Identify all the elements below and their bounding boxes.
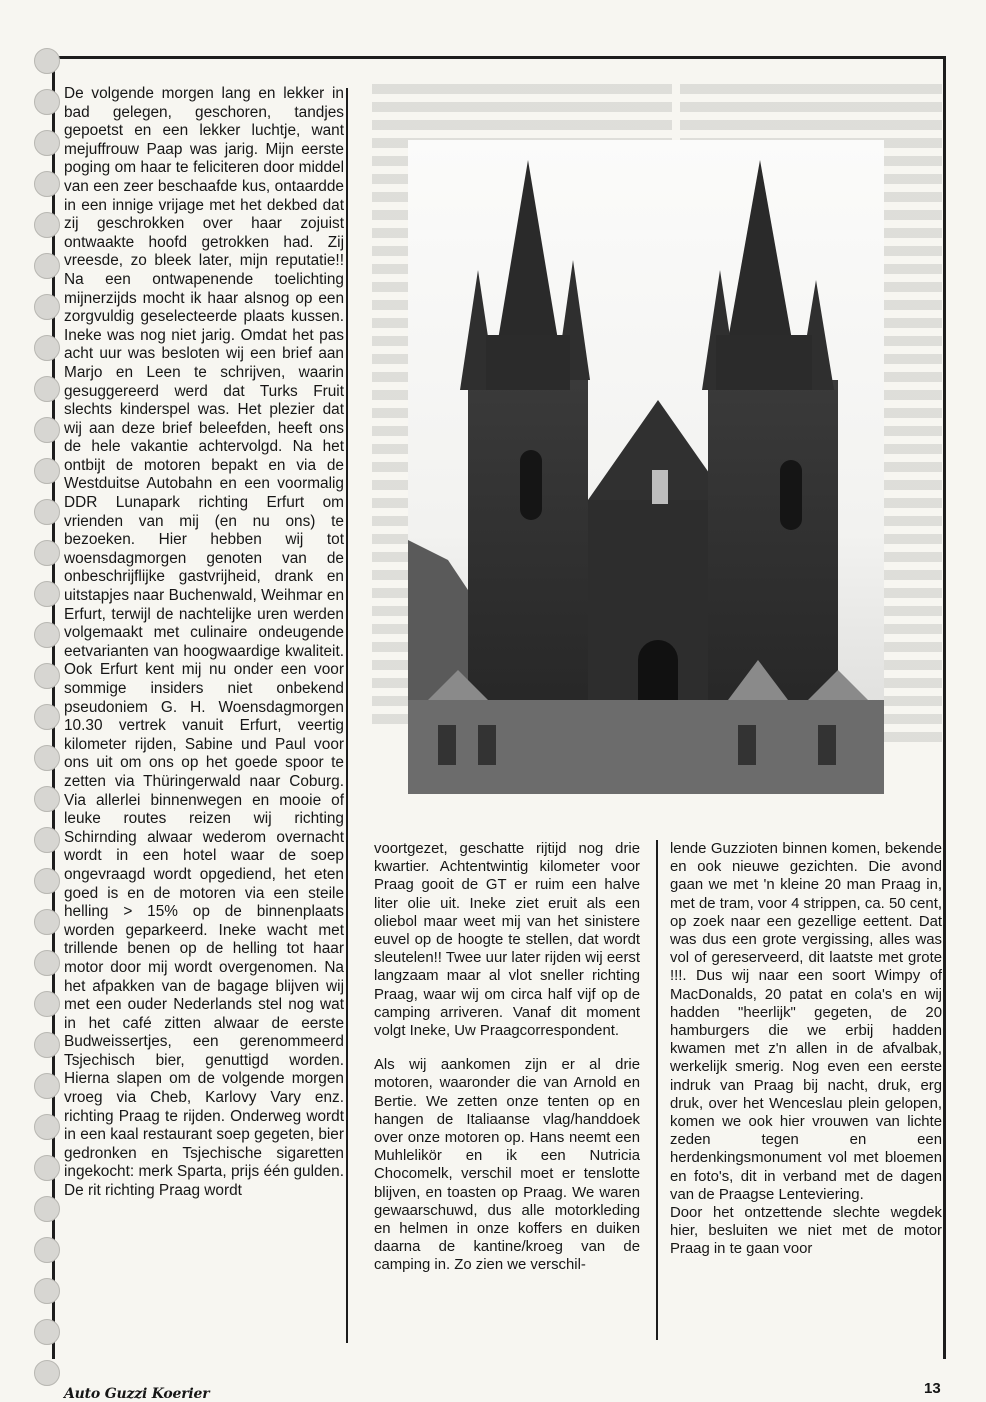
binding-hole xyxy=(34,1360,60,1386)
column-divider-1 xyxy=(346,88,348,1343)
binding-hole xyxy=(34,1319,60,1345)
binding-hole xyxy=(34,1155,60,1181)
binding-hole xyxy=(34,540,60,566)
binding-hole xyxy=(34,786,60,812)
binding-hole xyxy=(34,1278,60,1304)
column-3-paragraph-2: Door het ontzettende slechte wegdek hier, besluiten we niet met de motor Praag in te gaan voor xyxy=(670,1205,942,1258)
binding-hole xyxy=(34,499,60,525)
binding-hole xyxy=(34,130,60,156)
binding-hole xyxy=(34,376,60,402)
binding-hole xyxy=(34,1237,60,1263)
church-photo xyxy=(408,140,884,794)
binding-holes xyxy=(34,48,64,1402)
binding-hole xyxy=(34,294,60,320)
binding-hole xyxy=(34,1114,60,1140)
binding-hole xyxy=(34,704,60,730)
binding-hole xyxy=(34,581,60,607)
church-photo-icon xyxy=(408,140,884,794)
column-divider-2 xyxy=(656,840,658,1340)
column-2-paragraph-1: voortgezet, geschatte rijtijd nog drie kwartier. Achtentwintig kilometer voor Praag gooit de GT er ruim een halve liter olie uit. Ineke ziet eruit als een oliebol maar weet mij van het sinistere euvel op de hoogte te stellen, dat wordt sleutelen!! Twee uur later rijden wij eerst langzaam maar al vlot sneller richting Praag, waar wij om circa half vijf op de camping arriveren. Vanaf dit moment volgt Ineke, Uw Praagcorrespondent. xyxy=(374,841,640,1040)
binding-hole xyxy=(34,745,60,771)
binding-hole xyxy=(34,89,60,115)
binding-hole xyxy=(34,171,60,197)
binding-hole xyxy=(34,1032,60,1058)
binding-hole xyxy=(34,253,60,279)
binding-hole xyxy=(34,827,60,853)
binding-hole xyxy=(34,1196,60,1222)
binding-hole xyxy=(34,868,60,894)
magazine-title: Auto Guzzi Koerier xyxy=(64,1386,210,1402)
article-column-2 xyxy=(374,840,640,1275)
binding-hole xyxy=(34,909,60,935)
binding-hole xyxy=(34,1073,60,1099)
binding-hole xyxy=(34,417,60,443)
binding-hole xyxy=(34,212,60,238)
column-2-paragraph-2: Als wij aankomen zijn er al drie motoren, waaronder die van Arnold en Bertie. We zetten onze tenten op en hangen de Italiaanse vlag/handdoek over onze motoren op. Hans neemt een Muhlelikör en ik een Nutricia Chocomelk, verschil moet er tenslotte blijven, en toasten op Praag. We waren gewaarschuwd, dus alle motorkleding en helmen in onze koffers en duiken daarna de kantine/kroeg van de camping in. Zo zien we verschil- xyxy=(374,1057,640,1274)
binding-hole xyxy=(34,48,60,74)
binding-hole xyxy=(34,458,60,484)
column-1-text: De volgende morgen lang en lekker in bad gelegen, geschoren, tandjes gepoetst en een lekker luchtje, want mejuffrouw Paap was jarig. Mijn eerste poging om haar te feliciteren door middel van een zeer beschaafde kus, ontaardde in een innige vrijage met het dekbed dat zij geschrokken over haar zojuist ontwaakte hoofd getrokken had. Zij vreesde, zo bleek later, mijn reputatie!! Na een ontwapenende toelichting mijnerzijds mocht ik haar alsnog op een zorgvuldig geselecteerde plaats kussen. Ineke was nog niet jarig. Omdat het pas acht uur was besloten wij een brief aan Marjo en Leen te schrijven, waarin gesuggereerd werd dat Turks Fruit slechts kinderspel was. Het plezier dat wij aan deze brief beleefden, heeft ons de hele vakantie achtervolgd. Na het ontbijt de motoren bepakt en via de Westduitse Autobahn en een voormalig DDR Lunapark richting Erfurt om vrienden van mij (en nu ons) te bezoeken. Hier hebben wij tot woensdagmorgen genoten van de onbeschrijflijke gastvrijheid, drank en uitstapjes naar Buchenwald, Weihmar en Erfurt, terwijl de nachtelijke uren werden volgemaakt met culinaire ondeugende eetvarianten van hoogwaardige kwaliteit. Ook Erfurt kent mij nu onder een voor sommige insiders niet onbekend pseudoniem G. H. Woensdagmorgen 10.30 vertrek vanuit Erfurt, veertig kilometer rijden, Sabine und Paul voor ons uit om ons op het goede spoor te zetten via Thüringerwald naar Coburg. Via allerlei binnenwegen en mooie of leuke routes reizen wij richting Schirnding alwaar wederom overnacht wordt in een hotel waar de soep ongevraagd wordt opgediend, het eten goed is en de motoren via een steile helling > 15% op de binnenplaats worden geparkeerd. Ineke wacht met trillende benen op de helling tot haar motor door mij wordt overgenomen. Na het afpakken van de bagage blijven wij met een ouder Nederlands stel nog wat in het café zitten alwaar de eerste Budweissertjes, een gerenommeerd Tsjechisch bier, genuttigd worden. Hierna slapen om de volgende morgen vroeg via Cheb, Karlovy Vary enz. richting Praag te rijden. Onderweg wordt in een kaal restaurant soep gegeten, bier gedronken en Tsjechische sigaretten ingekocht: merk Sparta, prijs één gulden. De rit richting Praag wordt xyxy=(64,85,344,1200)
binding-hole xyxy=(34,991,60,1017)
binding-hole xyxy=(34,663,60,689)
binding-hole xyxy=(34,622,60,648)
page-number: 13 xyxy=(924,1380,941,1397)
binding-hole xyxy=(34,335,60,361)
column-3-paragraph-1: lende Guzzioten binnen komen, bekende en ook nieuwe gezichten. Die avond gaan we met 'n kleine 20 man Praag in, met de tram, voor 4 strippen, ca. 50 cent, op zoek naar een gezellige eettent. Dat was dus een grote vergissing, alles was vol of gereserveerd, dit laatste met grote !!!. Dus wij naar een soort Wimpy of MacDonalds, 20 patat en cola's en wij hadden "heerlijk" gegeten, de 20 hamburgers die we erbij hadden kwamen met z'n allen in de afvalbak, werkelijk smerig. Nog even een eerste indruk van Praag bij nacht, druk, erg druk, over het Wenceslau plein gelopen, komen we ook hier vrouwen van lichte zeden tegen en een herdenkingsmonument vol met bloemen en foto's, dit in verband met de dagen van de Praagse Lenteviering. xyxy=(670,841,942,1203)
article-column-3 xyxy=(670,840,942,1259)
article-column-1 xyxy=(64,85,344,1201)
binding-hole xyxy=(34,950,60,976)
